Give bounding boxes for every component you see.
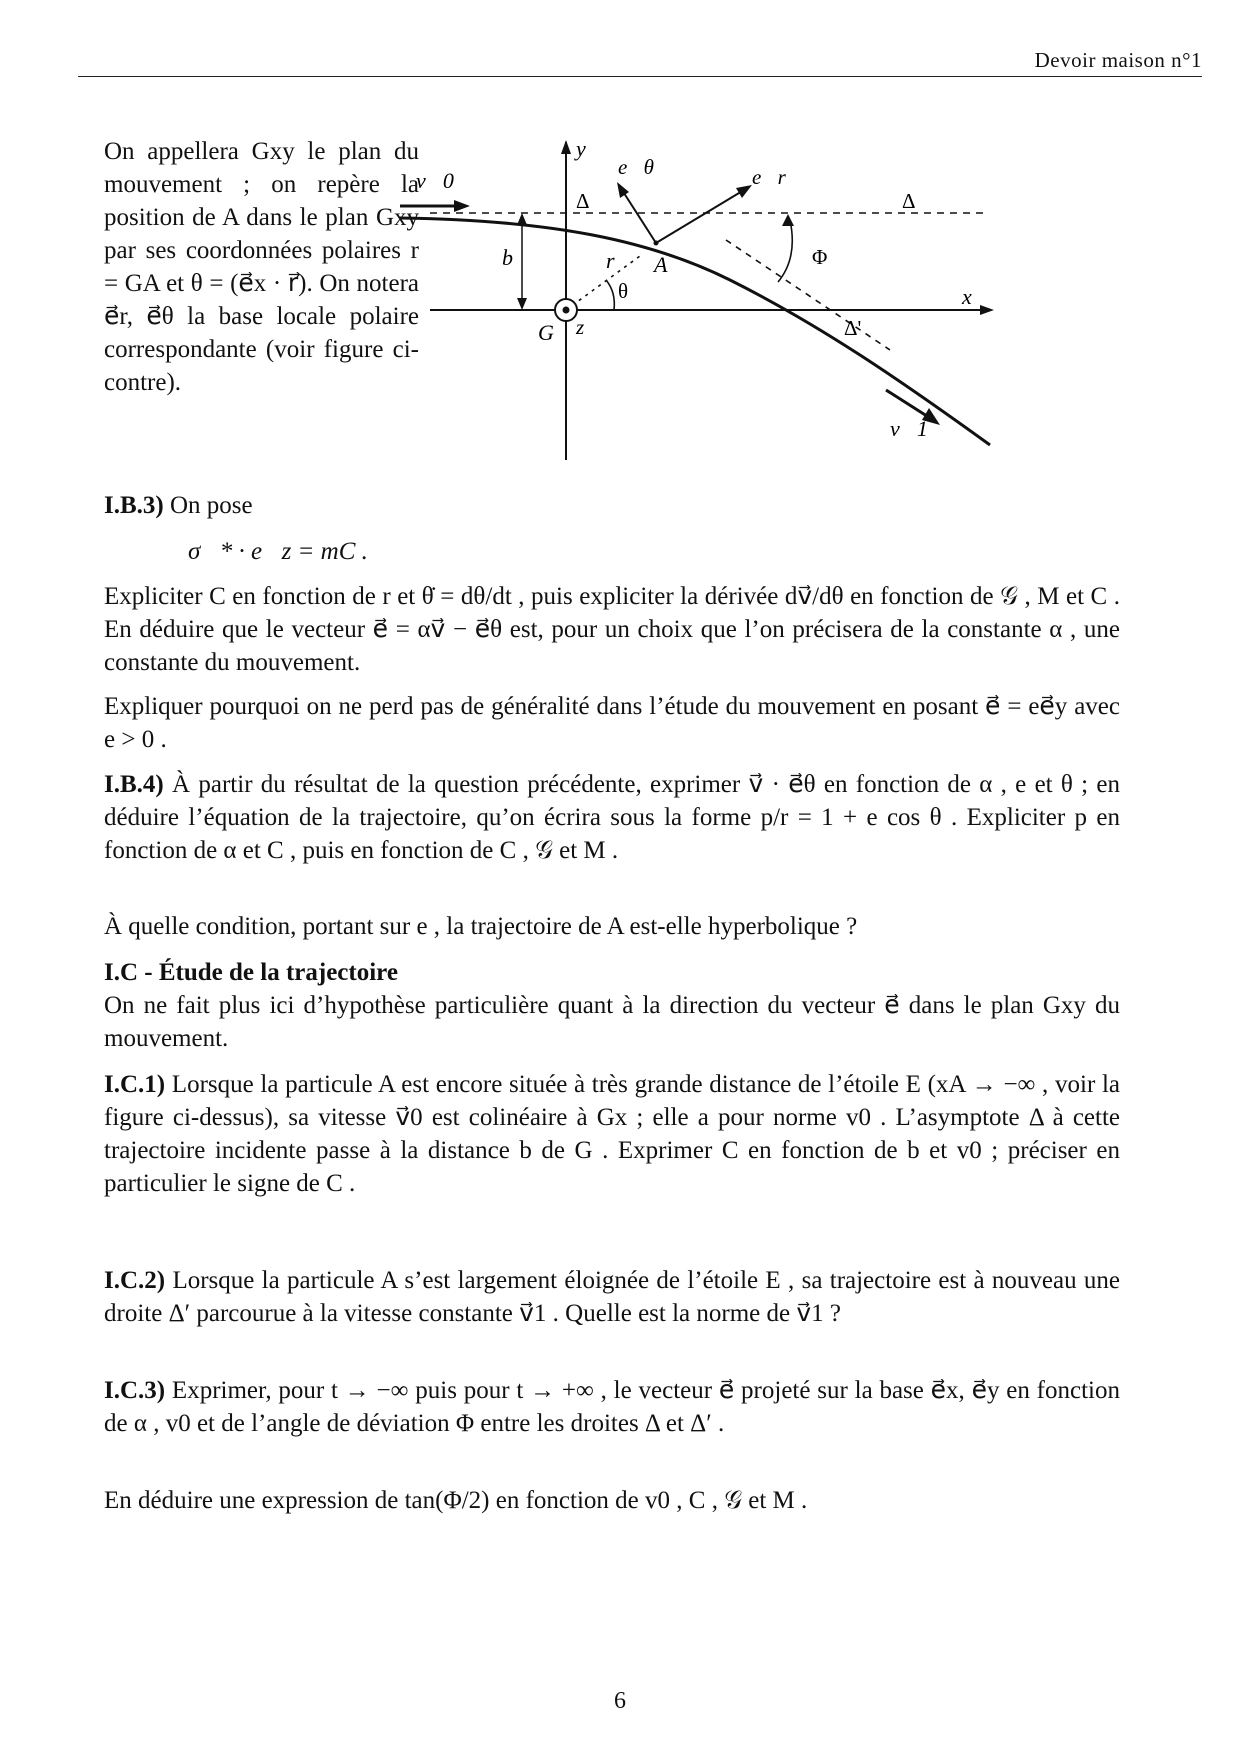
x-axis-arrowhead — [980, 305, 994, 315]
ib3-paragraph-2: Expliquer pourquoi on ne perd pas de généralité dans l’étude du mouvement en posant e⃗ = ee⃗y avec e > 0 . — [104, 693, 1120, 753]
page-header — [78, 44, 1202, 77]
e-r-vector — [656, 190, 744, 243]
origin-g-dot — [563, 307, 570, 314]
ib4-paragraph-2: À quelle condition, portant sur e , la trajectoire de A est-elle hyperbolique ? — [104, 913, 858, 940]
ic3-paragraph-1 — [104, 1374, 1120, 1440]
ib4-text: À partir du résultat de la question précédente, exprimer v⃗ · e⃗θ en fonction de α , e et θ ; en déduire l’équation de la trajectoire, qu’on écrira sous la forme p/r = 1 + e cos θ . Expliciter p en fonction de α et C , puis en fonction de C , 𝒢 et M . — [104, 771, 1120, 864]
ic1-paragraph — [104, 1068, 1120, 1200]
theta-arc — [606, 280, 614, 310]
b-label: b — [502, 245, 513, 270]
ic2-text: Lorsque la particule A s’est largement éloignée de l’étoile E , sa trajectoire est à nouveau une droite Δ′ parcourue à la vitesse constante v⃗1 . Quelle est la norme de v⃗1 ? — [104, 1267, 1121, 1327]
ib3-lead-text: On pose — [169, 492, 253, 519]
theta-label: θ — [618, 279, 629, 303]
e-theta-vector — [622, 190, 656, 243]
delta-prime-asymptote — [726, 240, 890, 350]
phi-arc — [778, 220, 792, 282]
ic3-label: I.C.3) — [104, 1377, 166, 1404]
ic1-label: I.C.1) — [104, 1071, 166, 1098]
b-arrowhead-up — [517, 213, 527, 225]
ib4-paragraph-1 — [104, 768, 1120, 867]
y-axis-label: y — [576, 136, 586, 161]
delta-prime-label: Δ' — [844, 316, 862, 340]
ic3-text: Exprimer, pour t → −∞ puis pour t → +∞ , le vecteur e⃗ projeté sur la base e⃗x, e⃗y en fonction de α , v0 et de l’angle de déviation Φ entre les droites Δ et Δ′ . — [104, 1377, 1120, 1437]
trajectory-figure — [416, 136, 1130, 520]
ib3-paragraph-1: Expliciter C en fonction de r et θ̇ = dθ/dt , puis expliciter la dérivée dv⃗/dθ en fonction de 𝒢 , M et C . En déduire que le vecteur e⃗ = αv⃗ − e⃗θ est, pour un choix que l’on précisera de la constante α , une constante du mouvement. — [104, 583, 1120, 676]
e-r-label: e⃗r — [752, 165, 786, 189]
r-label: r — [606, 248, 615, 273]
x-axis-label: x — [962, 284, 972, 309]
header-title: Devoir maison n°1 — [1034, 48, 1202, 72]
b-arrowhead-down — [517, 298, 527, 310]
y-axis-arrowhead — [561, 140, 571, 154]
v1-label: v⃗1 — [890, 416, 928, 441]
v0-label: v⃗0 — [416, 168, 454, 193]
phi-label: Φ — [812, 245, 828, 269]
origin-g-label: G — [538, 320, 554, 345]
ic3-paragraph-2: En déduire une expression de tan(Φ/2) en fonction de v0 , C , 𝒢 et M . — [104, 1487, 808, 1514]
hyperbolic-trajectory — [400, 218, 990, 445]
section-ic-title: I.C - Étude de la trajectoire — [104, 959, 398, 986]
v0-arrowhead — [454, 200, 470, 212]
section-ic-intro: On ne fait plus ici d’hypothèse particulière quant à la direction du vecteur e⃗ dans le plan Gxy du mouvement. — [104, 992, 1120, 1052]
e-r-arrowhead — [736, 185, 752, 198]
ib3-label: I.B.3) — [104, 492, 164, 519]
phi-arc-arrowhead — [782, 214, 794, 226]
intro-paragraph: On appellera Gxy le plan du mouvement ; on repère la position de A dans le plan Gxy par ses coordonnées polaires r = GA et θ = (e⃗x · r⃗). On notera e⃗r, e⃗θ la base locale polaire correspondante (voir figure ci-contre). — [104, 138, 419, 396]
delta-label-left: Δ — [576, 189, 590, 213]
ib3-equation: σ⃗* · e⃗z = mC . — [188, 538, 368, 565]
z-axis-label: z — [576, 315, 585, 339]
e-theta-label: e⃗θ — [618, 155, 654, 179]
radius-segment — [566, 256, 640, 310]
e-theta-arrowhead — [617, 182, 629, 198]
v1-arrow — [886, 390, 930, 418]
ic2-label: I.C.2) — [104, 1267, 166, 1294]
ib3-lead — [104, 489, 424, 522]
point-a-label: A — [654, 252, 668, 277]
page-number: 6 — [614, 1688, 626, 1714]
delta-label-right: Δ — [902, 189, 916, 213]
ib4-label: I.B.4) — [104, 771, 164, 798]
ic1-text: Lorsque la particule A est encore située à très grande distance de l’étoile E (xA → −∞ , voir la figure ci-dessus), sa vitesse v⃗0 est colinéaire à Gx ; elle a pour norme v0 . L’asymptote Δ à cette trajectoire incidente passe à la distance b de G . Exprimer C en fonction de b et v0 ; préciser en particulier le signe de C . — [104, 1071, 1120, 1197]
ic2-paragraph — [104, 1264, 1120, 1330]
